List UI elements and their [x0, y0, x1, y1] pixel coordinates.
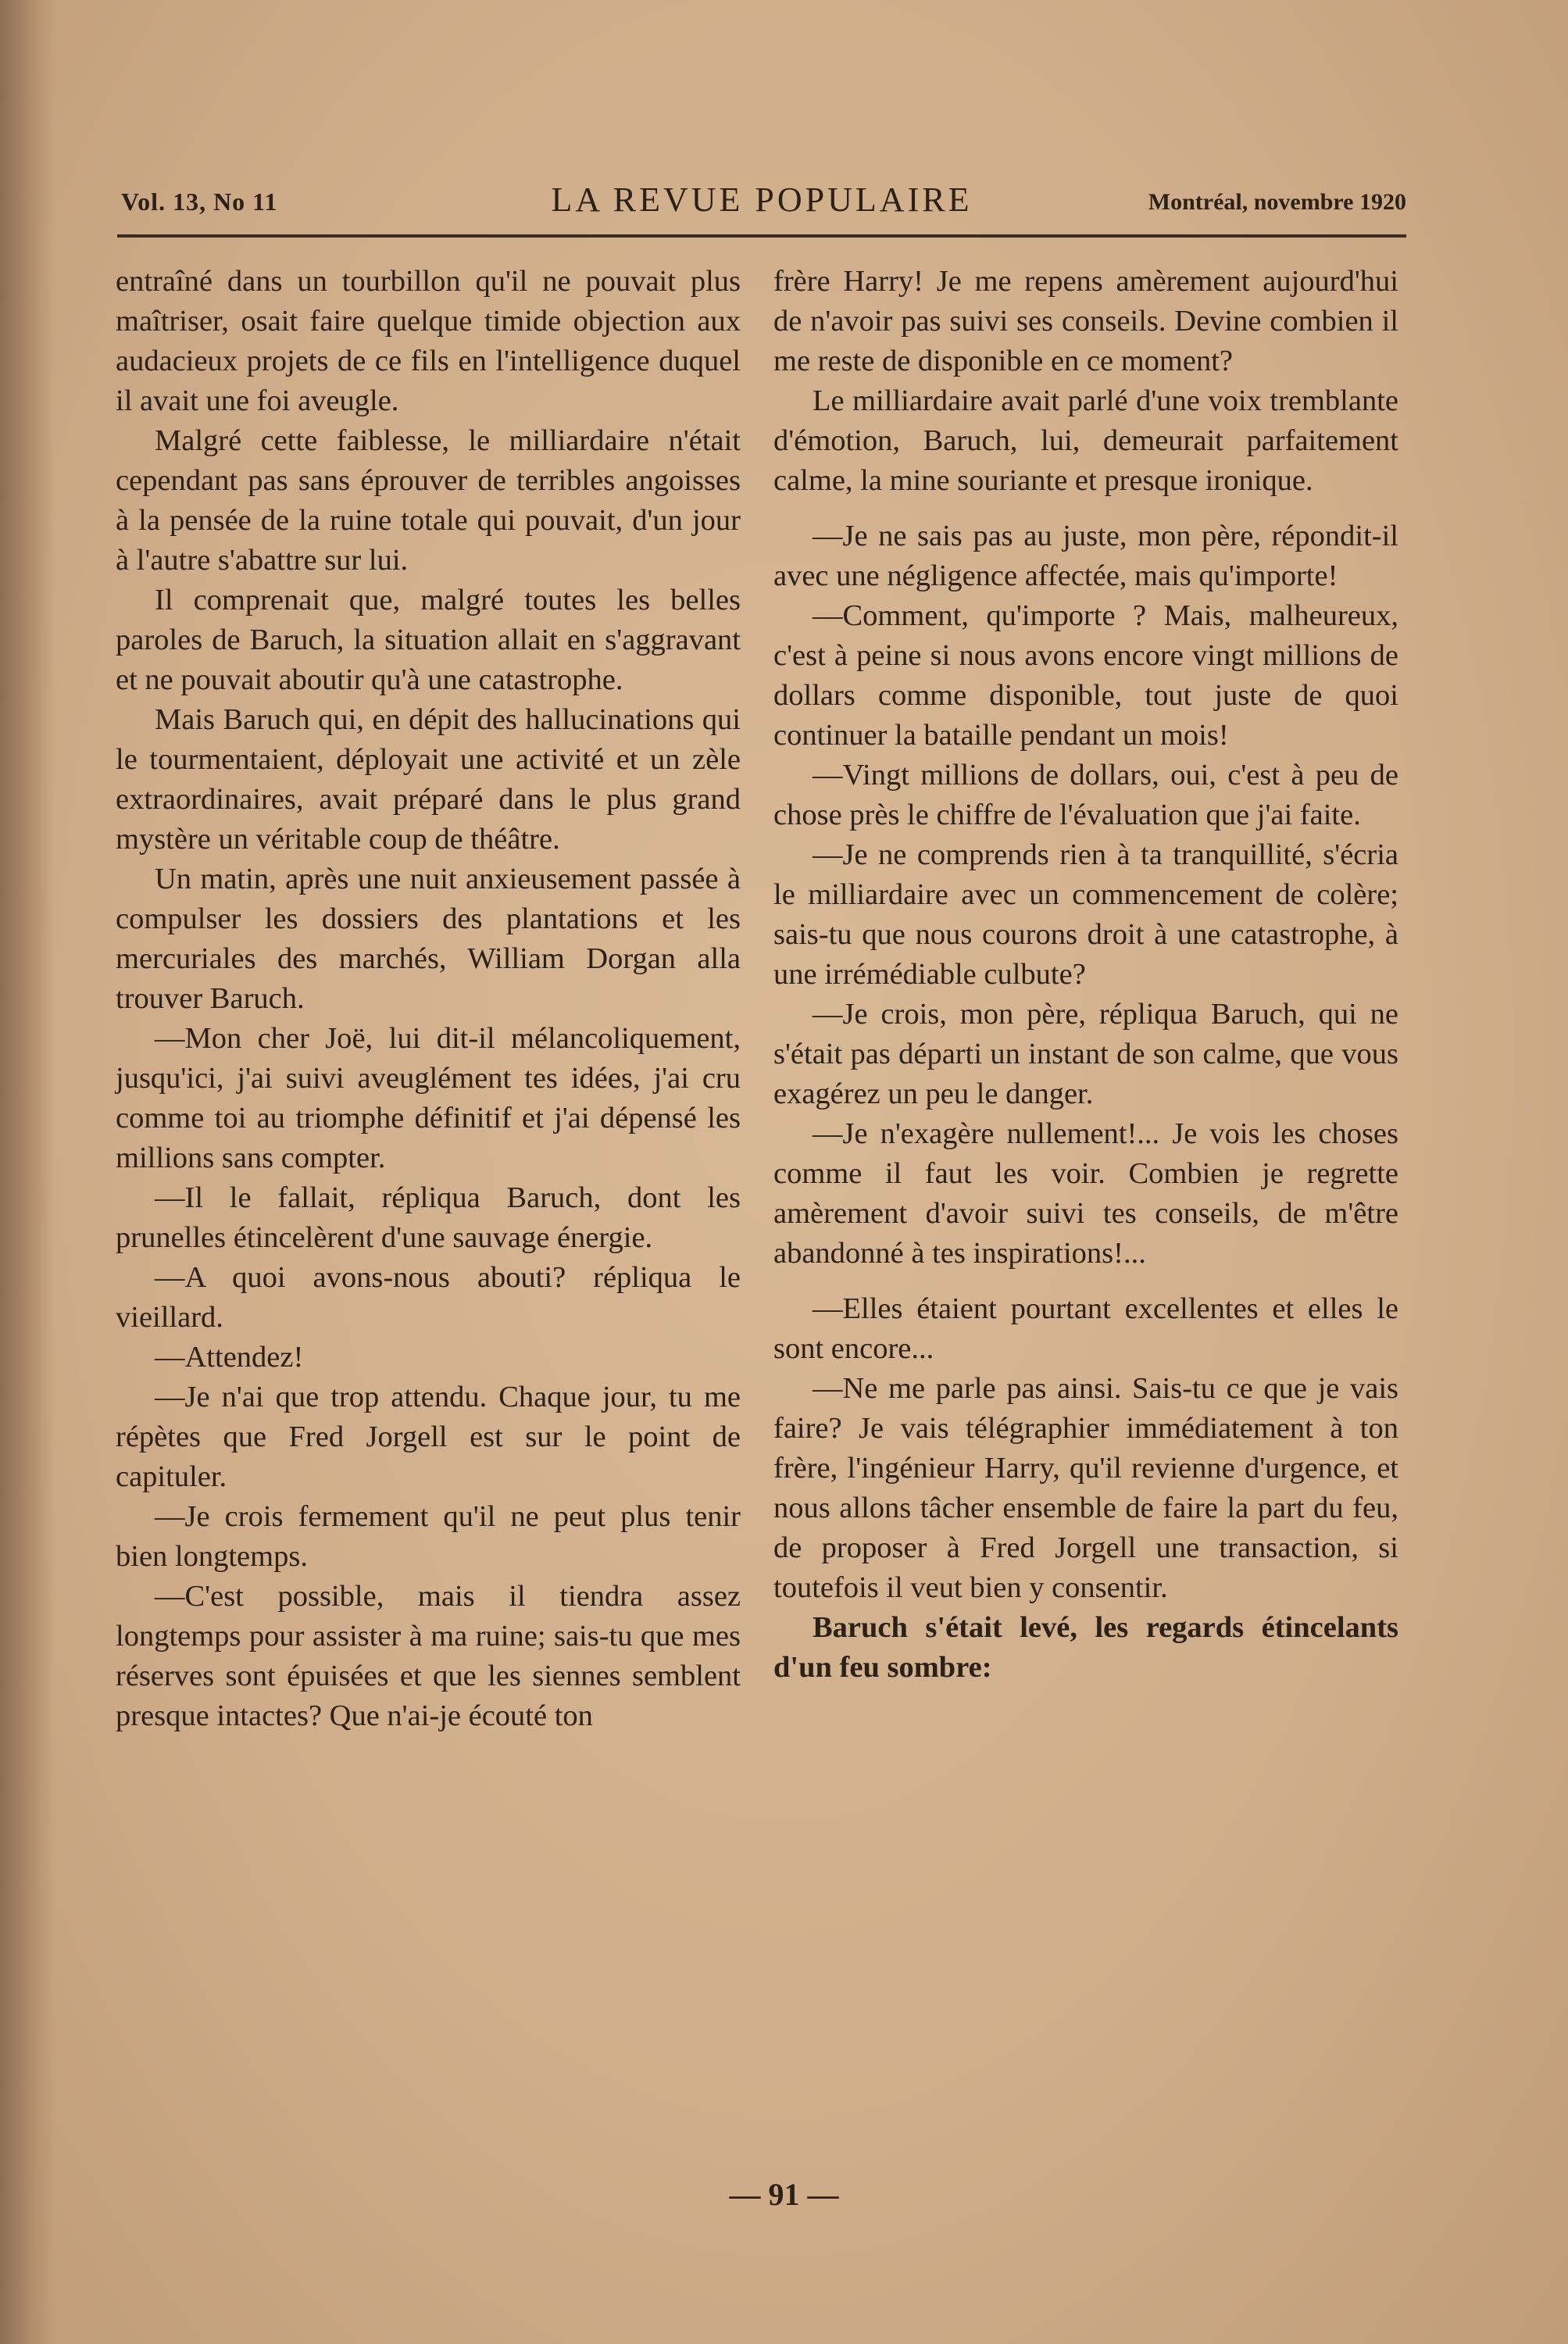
paragraph: —Je crois, mon père, répliqua Baruch, qui ne s'était pas départi un instant de son calme, que vous exagérez un peu le danger. — [773, 998, 1398, 1110]
paragraph: —Ne me parle pas ainsi. Sais-tu ce que je vais faire? Je vais télégraphier immédiatement à ton frère, l'ingénieur Harry, qu'il revienne d'urgence, et nous allons tâcher ensemble de faire la part du feu, de proposer à Fred Jorgell une transaction, si toutefois il veut bien y consentir. — [773, 1372, 1398, 1604]
paragraph: —C'est possible, mais il tiendra assez longtemps pour assister à ma ruine; sais-tu que mes réserves sont épuisées et que les siennes semblent presque intactes? Que n'ai-je écouté ton — [116, 1580, 741, 1732]
paragraph: —Je crois fermement qu'il ne peut plus tenir bien longtemps. — [116, 1500, 741, 1573]
left-column — [116, 262, 741, 1736]
paragraph: Le milliardaire avait parlé d'une voix tremblante d'émotion, Baruch, lui, demeurait parfaitement calme, la mine souriante et presque ironique. — [773, 384, 1398, 497]
right-column — [773, 262, 1398, 1688]
paragraph: —Vingt millions de dollars, oui, c'est à peu de chose près le chiffre de l'évaluation que j'ai faite. — [773, 759, 1398, 831]
publication-title: LA REVUE POPULAIRE — [551, 180, 973, 219]
paragraph: frère Harry! Je me repens amèrement aujourd'hui de n'avoir pas suivi ses conseils. Devine combien il me reste de disponible en ce moment? — [773, 265, 1398, 377]
paragraph: Un matin, après une nuit anxieusement passée à compulser les dossiers des plantations et les mercuriales des marchés, William Dorgan alla trouver Baruch. — [116, 863, 741, 1015]
paragraph: Baruch s'était levé, les regards étincelants d'un feu sombre: — [773, 1611, 1398, 1684]
paragraph: —Attendez! — [155, 1341, 304, 1374]
paragraph: —Je ne sais pas au juste, mon père, répondit-il avec une négligence affectée, mais qu'importe! — [773, 520, 1398, 592]
paragraph: —Comment, qu'importe ? Mais, malheureux, c'est à peine si nous avons encore vingt millions de dollars comme disponible, tout juste de quoi continuer la bataille pendant un mois! — [773, 599, 1398, 752]
paragraph: —Elles étaient pourtant excellentes et elles le sont encore... — [773, 1292, 1398, 1365]
paragraph: entraîné dans un tourbillon qu'il ne pouvait plus maîtriser, osait faire quelque timide objection aux audacieux projets de ce fils en l'intelligence duquel il avait une foi aveugle. — [116, 265, 741, 417]
binding-shadow — [0, 0, 55, 2344]
running-header — [117, 180, 1406, 227]
paragraph: Malgré cette faiblesse, le milliardaire n'était cependant pas sans éprouver de terribles angoisses à la pensée de la ruine totale qui pouvait, d'un jour à l'autre s'abattre sur lui. — [116, 424, 741, 577]
paragraph: —Je n'ai que trop attendu. Chaque jour, tu me répètes que Fred Jorgell est sur le point de capituler. — [116, 1381, 741, 1493]
paragraph: Mais Baruch qui, en dépit des hallucinations qui le tourmentaient, déployait une activité et un zèle extraordinaires, avait préparé dans le plus grand mystère un véritable coup de théâtre. — [116, 703, 741, 856]
page-number: — 91 — — [729, 2177, 839, 2212]
paragraph: —Mon cher Joë, lui dit-il mélancoliquement, jusqu'ici, j'ai suivi aveuglément tes idées, j'ai cru comme toi au triomphe définitif et j'ai dépensé les millions sans compter. — [116, 1022, 741, 1174]
paragraph: —Je ne comprends rien à ta tranquillité, s'écria le milliardaire avec un commencement de colère; sais-tu que nous courons droit à une catastrophe, à une irrémédiable culbute? — [773, 838, 1398, 991]
issue-date: Montréal, novembre 1920 — [1148, 189, 1406, 215]
paragraph: —A quoi avons-nous abouti? répliqua le vieillard. — [116, 1261, 741, 1334]
paragraph: Il comprenait que, malgré toutes les belles paroles de Baruch, la situation allait en s'aggravant et ne pouvait aboutir qu'à une catastrophe. — [116, 584, 741, 696]
volume-number: Vol. 13, No 11 — [121, 188, 278, 216]
paragraph: —Je n'exagère nullement!... Je vois les choses comme il faut les voir. Combien je regrette amèrement d'avoir suivi tes conseils, de m'être abandonné à tes inspirations!... — [773, 1117, 1398, 1270]
paragraph: —Il le fallait, répliqua Baruch, dont les prunelles étincelèrent d'une sauvage énergie. — [116, 1181, 741, 1254]
header-rule — [117, 234, 1406, 238]
